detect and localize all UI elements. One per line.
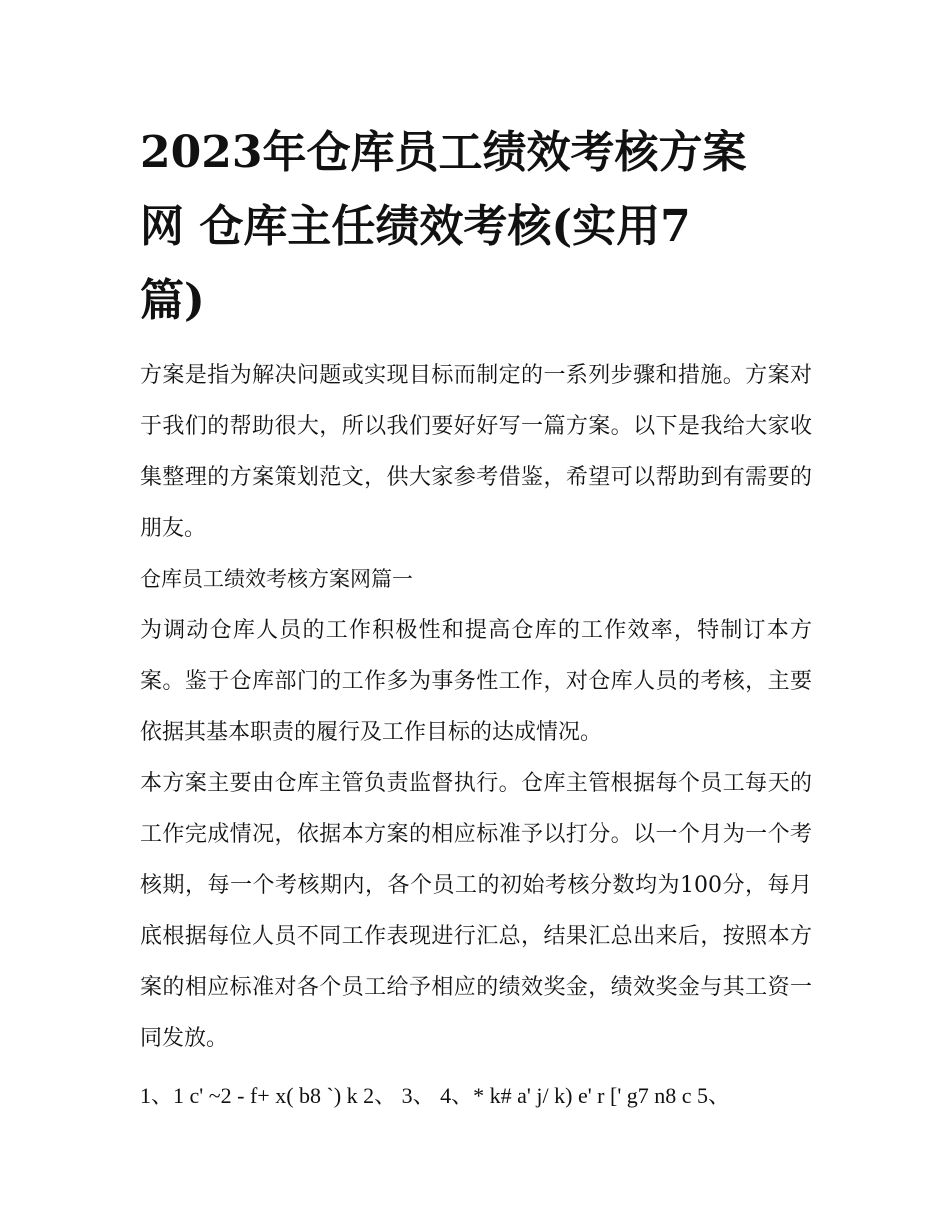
purpose-paragraph: 为调动仓库人员的工作积极性和提高仓库的工作效率，特制订本方案。鉴于仓库部门的工作多为事务性工作，对仓库人员的考核，主要依据其基本职责的履行及工作目标的达成情况。 [140, 618, 812, 745]
title-line-1: 2023年仓库员工绩效考核方案 [140, 127, 747, 178]
garbled-list-line: 1、1 c' ~2 - f+ x( b8 `) k 2、 3、 4、* k# a' j/ k) e' r [' g7 n8 c 5、 [140, 1083, 731, 1108]
title-line-2: 网 仓库主任绩效考核(实用7 [140, 201, 691, 252]
intro-paragraph: 方案是指为解决问题或实现目标而制定的一系列步骤和措施。方案对于我们的帮助很大，所以我们要好好写一篇方案。以下是我给大家收集整理的方案策划范文，供大家参考借鉴，希望可以帮助到有需要的朋友。 [140, 363, 812, 541]
execution-paragraph: 本方案主要由仓库主管负责监督执行。仓库主管根据每个员工每天的工作完成情况，依据本方案的相应标准予以打分。以一个月为一个考核期，每一个考核期内，各个员工的初始考核分数均为100分，每月底根据每位人员不同工作表现进行汇总，结果汇总出来后，按照本方案的相应标准对各个员工给予相应的绩效奖金，绩效奖金与其工资一同发放。 [140, 771, 812, 1051]
section-heading: 仓库员工绩效考核方案网篇一 [140, 567, 413, 591]
document-body [140, 116, 812, 1121]
document-title [140, 116, 812, 338]
title-line-3: 篇) [140, 275, 205, 326]
